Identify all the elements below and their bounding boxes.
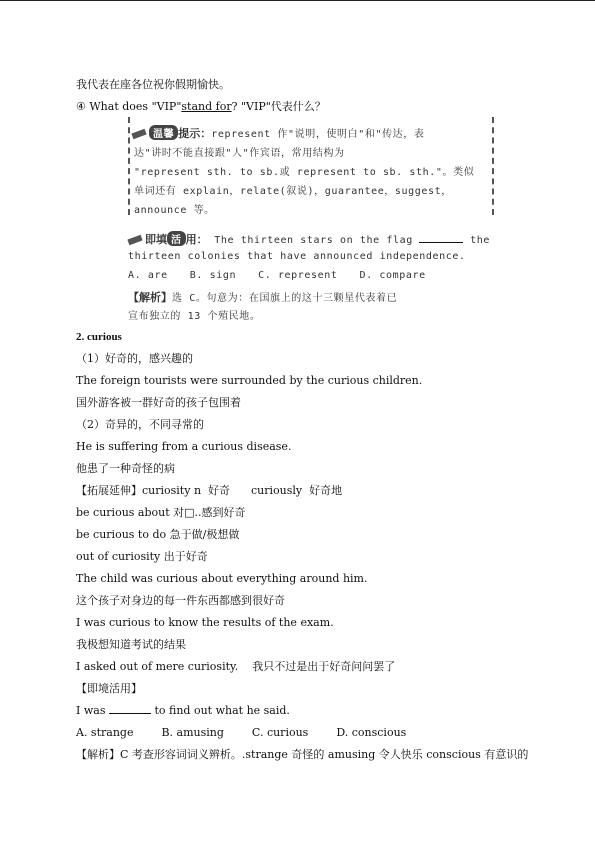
phrase-2: be curious to do 急于做/极想做 (76, 528, 240, 541)
tip-title: 提示： (178, 127, 212, 140)
practice-options: A. strange B. amusing C. curious D. conscious (76, 726, 407, 739)
meaning-2: （2）奇异的，不同寻常的 (76, 418, 204, 431)
tip-line-5: announce 等。 (134, 205, 215, 216)
practice-options: A. are B. sign C. represent D. compare (128, 270, 426, 281)
top-rule (0, 0, 595, 1)
question-line: ④ What does "VIP"stand for? "VIP"代表什么？ (76, 100, 326, 113)
tip-line-4: 单词还有 explain，relate(叙说)，guarantee，suggest， (134, 186, 452, 197)
practice-badge: 活 (167, 231, 186, 246)
extension-line: 【拓展延伸】curiosity n 好奇 curiously 好奇地 (76, 484, 343, 497)
answer-blank (109, 704, 151, 714)
answer-blank (419, 233, 463, 243)
practice-analysis: 【解析】C 考查形容词词义辨析。.strange 奇怪的 amusing 令人快乐 conscious 有意识的 (76, 748, 529, 761)
phrase-1: be curious about 对□..感到好奇 (76, 506, 246, 519)
meaning-1: （1）好奇的，感兴趣的 (76, 352, 193, 365)
pencil-icon (131, 129, 146, 139)
tip-line-2: 达"讲时不能直接跟"人"作宾语，常用结构为 (134, 148, 345, 159)
section-heading: 2. curious (76, 331, 122, 343)
translation-3: 这个孩子对身边的每一件东西都感到很好奇 (76, 594, 285, 607)
practice-heading: 【即境活用】 (76, 682, 142, 695)
tip-line-3: "represent sth. to sb.或 represent to sb. sth."。类似 (134, 167, 475, 178)
translation-1: 国外游客被一群好奇的孩子包围着 (76, 396, 241, 409)
translation-4: 我极想知道考试的结果 (76, 638, 186, 651)
practice-line-1: 即填 活 用： The thirteen stars on the flag the (128, 231, 490, 247)
tip-image: 温馨 提示：represent 作"说明，使明白"和"传达，表 达"讲时不能直接跟"人"作宾语，常用结构为 "represent sth. to sb.或 represent to sb. sth."。类似 单词还有 explain，relate(叙说)，guarantee，suggest， announce 等。 即填 活 用： The thirteen stars on the flag the thirteen colonies that have announced independence. A. are B. sign C. represent D. compare 【解析】选 C。句意为：在国旗上的这十三颗星代表着已 宣布独立的 13 个殖民地。 (128, 117, 492, 321)
pencil-icon (127, 235, 142, 245)
example-4: I was curious to know the results of the exam. (76, 616, 334, 629)
example-5: I asked out of mere curiosity. 我只不过是出于好奇问问罢了 (76, 660, 396, 673)
tip-badge: 温馨 (149, 125, 178, 140)
practice-analysis-2: 宣布独立的 13 个殖民地。 (128, 311, 261, 322)
practice-line-2: thirteen colonies that have announced independence. (128, 251, 466, 262)
intro-sentence: 我代表在座各位祝你假期愉快。 (76, 78, 230, 91)
practice-question: I was to find out what he said. (76, 704, 290, 717)
question-number: ④ (76, 100, 86, 113)
practice-analysis-1: 【解析】选 C。句意为：在国旗上的这十三颗星代表着已 (128, 291, 398, 304)
phrase-3: out of curiosity 出于好奇 (76, 550, 208, 563)
stand-for-phrase: stand for (181, 100, 232, 113)
example-2: He is suffering from a curious disease. (76, 440, 292, 453)
example-1: The foreign tourists were surrounded by the curious children. (76, 374, 423, 387)
example-3: The child was curious about everything around him. (76, 572, 368, 585)
translation-2: 他患了一种奇怪的病 (76, 462, 175, 475)
